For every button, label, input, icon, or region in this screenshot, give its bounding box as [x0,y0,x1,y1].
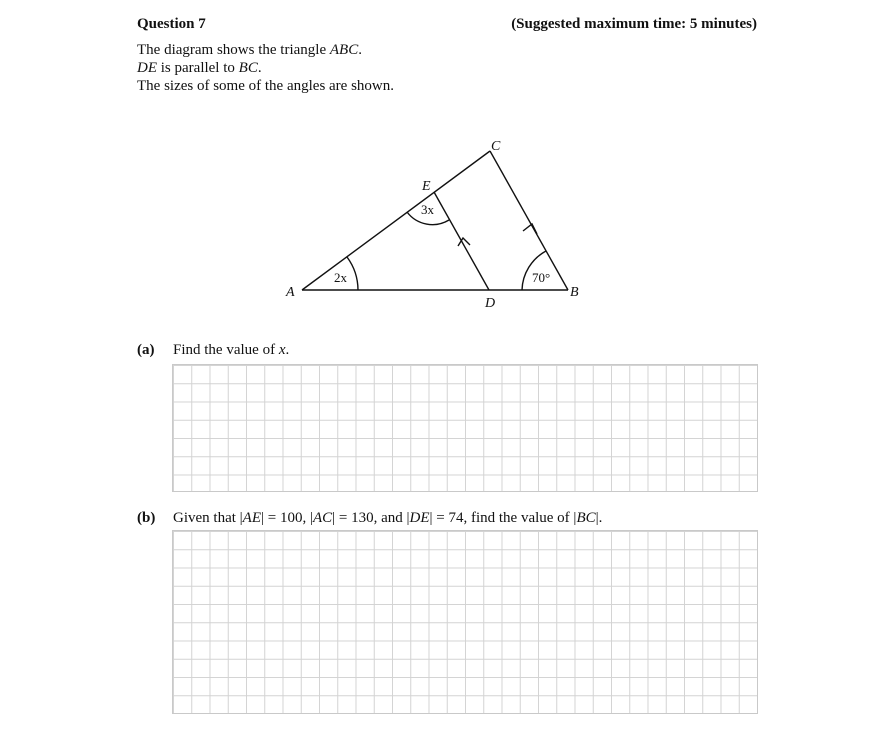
part-b-question [137,510,602,527]
segment-de-b: DE [409,510,430,526]
side-bc [490,151,568,290]
part-a-variable: x [278,342,286,358]
part-a-label: (a) [137,342,155,358]
intro-line-1-end: . [358,42,362,58]
part-b-text-1: Given that | [173,510,243,526]
answer-grid-a[interactable] [172,364,758,492]
part-b-text-3: | = 130, and | [332,510,410,526]
intro-line-3: The sizes of some of the angles are shown. [137,78,395,94]
segment-ae: AE [242,510,261,526]
point-d-label: D [485,296,496,311]
angle-b-label: 70° [532,270,551,285]
intro-line-1-text: The diagram shows the triangle [137,42,330,58]
segment-ac: AC [312,510,333,526]
triangle-name: ABC [329,42,359,58]
answer-grid-b[interactable] [172,530,758,714]
intro-line-2-end: . [257,60,262,76]
point-b-label: B [570,285,579,300]
segment-bc-b: BC [576,510,596,526]
part-a-question [137,342,289,359]
part-b-text-5: |. [595,510,603,526]
angle-a-label: 2x [334,270,347,285]
part-b-label: (b) [137,510,156,526]
segment-de: DE [137,60,157,76]
suggested-time: (Suggested maximum time: 5 minutes) [511,16,757,32]
part-a-text: Find the value of [173,342,279,358]
parallel-arrow-bc [523,224,537,234]
part-b-text-4: | = 74, find the value of | [429,510,577,526]
angle-arc-a [347,257,358,290]
part-b-text-2: | = 100, | [260,510,313,526]
intro-line-2-text: is parallel to [157,60,239,76]
point-c-label: C [491,139,501,154]
question-title: Question 7 [137,16,206,32]
angle-e-label: 3x [421,202,434,217]
segment-bc: BC [238,60,258,76]
point-a-label: A [286,285,295,300]
part-a-end: . [285,342,290,358]
side-ac [302,151,490,290]
point-e-label: E [422,179,431,194]
